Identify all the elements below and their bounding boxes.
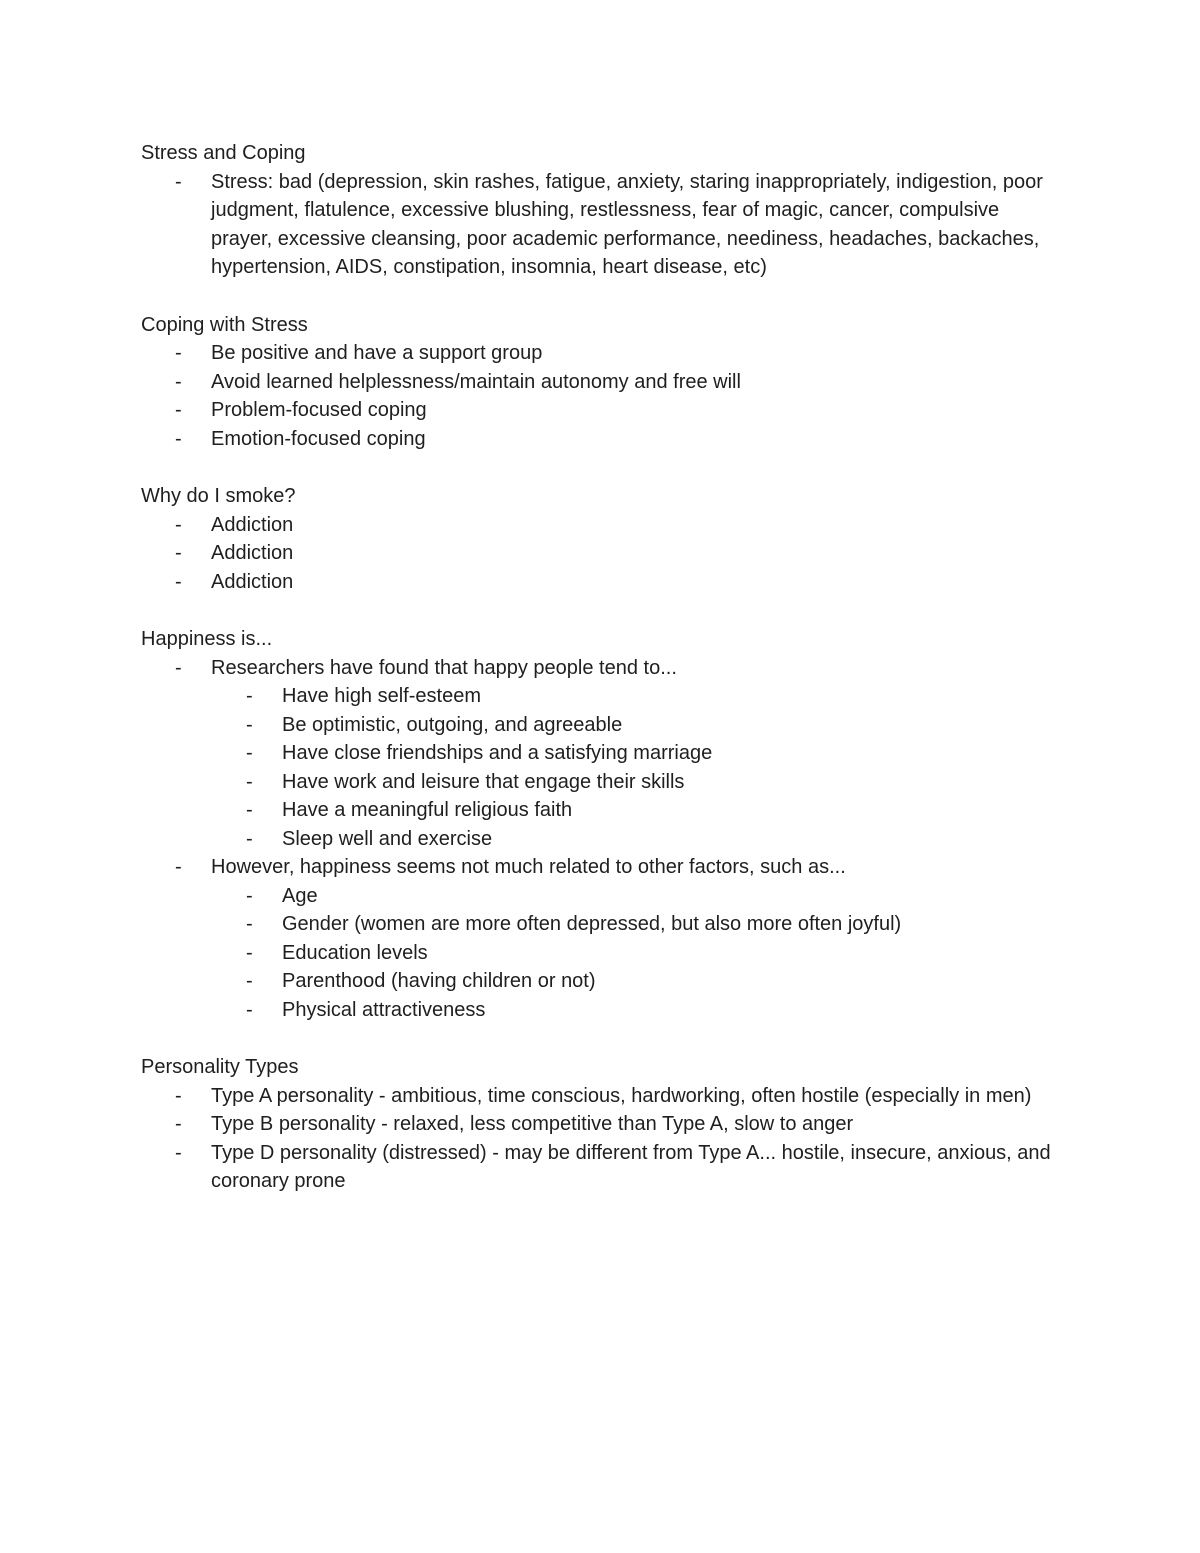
bullet-dash: - (175, 399, 182, 421)
list-item: - Addiction (211, 539, 1061, 568)
list-item: - Problem-focused coping (211, 396, 1061, 425)
bullet-dash: - (175, 1141, 182, 1164)
bullet-dash: - (246, 941, 253, 964)
coping-list (141, 339, 1061, 453)
bullet-dash: - (175, 513, 182, 536)
section-title-coping: Coping with Stress (141, 313, 308, 336)
list-item: - Type D personality (distressed) - may be different from Type A... hostile, insecure, anxious, and coronary prone (211, 1139, 1061, 1196)
sub-list-item: - Sleep well and exercise (282, 825, 1061, 854)
bullet-dash: - (246, 884, 253, 907)
list-item: - Stress: bad (depression, skin rashes, fatigue, anxiety, staring inappropriately, indigestion, poor judgment, flatulence, excessive blushing, restlessness, fear of magic, cancer, compulsive prayer, excessive cleansing, poor academic performance, neediness, headaches, backaches, hypertension, AIDS, constipation, insomnia, heart disease, etc) (211, 168, 1061, 282)
bullet-dash: - (175, 1084, 182, 1107)
bullet-dash: - (175, 1113, 182, 1135)
sub-list-item: - Have work and leisure that engage their skills (282, 768, 1061, 797)
bullet-dash: - (175, 656, 182, 679)
list-item: - Emotion-focused coping (211, 425, 1061, 454)
list-item: - Avoid learned helplessness/maintain autonomy and free will (211, 368, 1061, 397)
sub-list-item: - Parenthood (having children or not) (282, 967, 1061, 996)
sub-list-item: - Education levels (282, 939, 1061, 968)
personality-list (141, 1082, 1061, 1196)
list-item: - Type B personality - relaxed, less competitive than Type A, slow to anger (211, 1110, 1061, 1139)
bullet-dash: - (246, 685, 253, 707)
list-item: - However, happiness seems not much related to other factors, such as... - Age - Gender (women are more often depressed, but also more often joyful) - Education levels - Parenthood (having children or not) - Physical attractiveness (211, 853, 1061, 1024)
bullet-dash: - (175, 570, 182, 593)
bullet-dash: - (175, 342, 182, 364)
list-item: - Addiction (211, 511, 1061, 540)
list-item: - Researchers have found that happy people tend to... - Have high self-esteem - Be optimistic, outgoing, and agreeable - Have close friendships and a satisfying marriage - Have work and leisure that engage their skills - Have a meaningful religious faith - Sleep well and exercise (211, 654, 1061, 854)
document-page (141, 139, 1061, 1196)
stress-list (141, 168, 1061, 282)
list-item: - Type A personality - ambitious, time conscious, hardworking, often hostile (especially in men) (211, 1082, 1061, 1111)
bullet-dash: - (246, 713, 253, 736)
bullet-dash: - (175, 370, 182, 393)
bullet-dash: - (246, 827, 253, 850)
bullet-dash: - (246, 913, 253, 935)
bullet-dash: - (246, 742, 253, 764)
sub-list-item: - Gender (women are more often depressed, but also more often joyful) (282, 910, 1061, 939)
sub-list-item: - Have close friendships and a satisfying marriage (282, 739, 1061, 768)
list-item: - Addiction (211, 568, 1061, 597)
sub-list-item: - Age (282, 882, 1061, 911)
list-item: - Be positive and have a support group (211, 339, 1061, 368)
sub-list-item: - Physical attractiveness (282, 996, 1061, 1025)
sub-list-item: - Have high self-esteem (282, 682, 1061, 711)
bullet-dash: - (246, 970, 253, 992)
bullet-dash: - (175, 856, 182, 878)
sub-list-item: - Have a meaningful religious faith (282, 796, 1061, 825)
happiness-list (141, 654, 1061, 1025)
unrelated-factors-list (211, 882, 1061, 1025)
happy-traits-list (211, 682, 1061, 853)
bullet-dash: - (175, 170, 182, 193)
section-title-smoke: Why do I smoke? (141, 485, 296, 507)
section-title-happiness: Happiness is... (141, 628, 273, 650)
bullet-dash: - (175, 542, 182, 564)
bullet-dash: - (175, 427, 182, 450)
smoke-list (141, 511, 1061, 597)
bullet-dash: - (246, 799, 253, 821)
section-title-personality: Personality Types (141, 1056, 299, 1078)
section-title-stress: Stress and Coping (141, 142, 306, 164)
bullet-dash: - (246, 770, 253, 793)
sub-list-item: - Be optimistic, outgoing, and agreeable (282, 711, 1061, 740)
bullet-dash: - (246, 998, 253, 1021)
